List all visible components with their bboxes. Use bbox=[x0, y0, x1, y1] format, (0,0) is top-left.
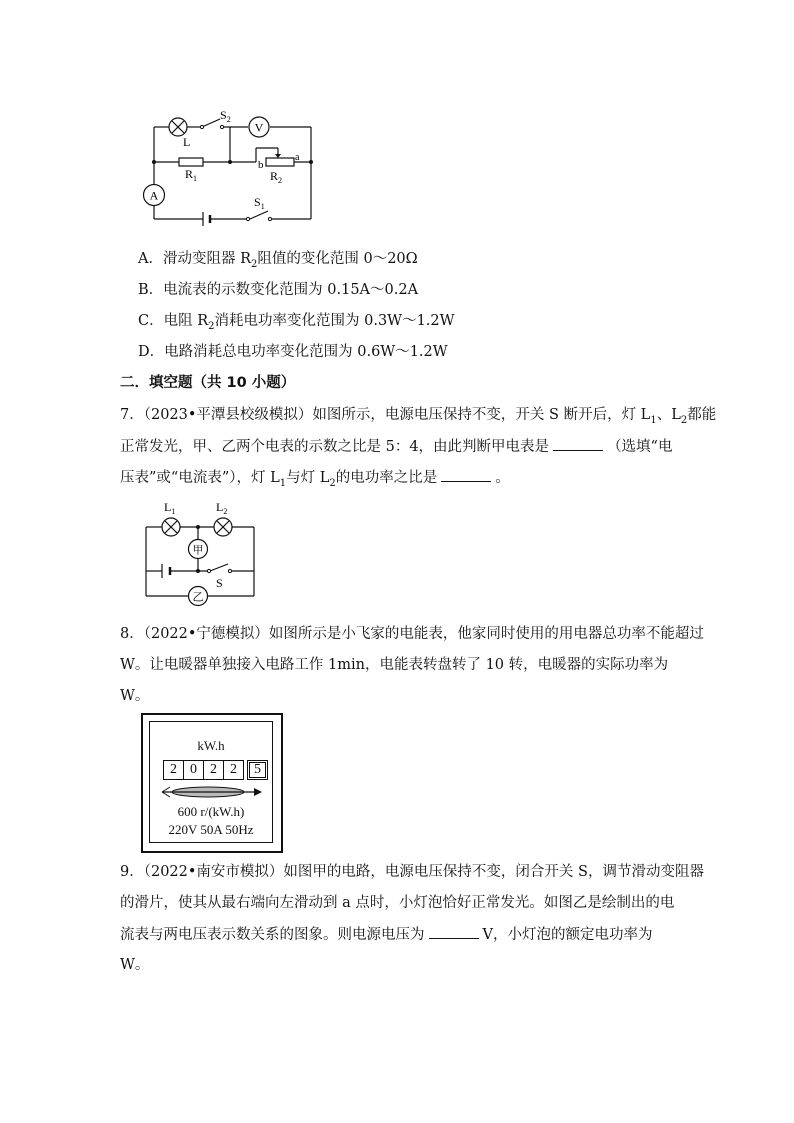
option-a: A．滑动变阻器 $R_2$阻值的变化范围 0～20Ω bbox=[138, 251, 418, 270]
lamp-l1-icon bbox=[162, 518, 180, 536]
answer-blank bbox=[429, 924, 479, 939]
meter-digits bbox=[164, 760, 268, 780]
meter-digit: 2 bbox=[203, 760, 224, 780]
q9-line-3: 流表与两电压表示数关系的图象。则电源电压为 V，小灯泡的额定电功率为 bbox=[120, 924, 652, 945]
svg-text:a: a bbox=[295, 152, 300, 163]
svg-text:S2: $S_2$ bbox=[220, 108, 231, 124]
svg-text:乙: 乙 bbox=[192, 591, 204, 604]
lamp-icon bbox=[169, 118, 187, 136]
option-b: B．电流表的示数变化范围为 0.15A～0.2A bbox=[138, 282, 419, 298]
meter-digit: 2 bbox=[223, 760, 244, 780]
q8-line-3: W。 bbox=[120, 688, 150, 704]
meter-rev: 600 r/(kW.h) bbox=[177, 804, 245, 819]
battery-icon bbox=[162, 564, 170, 578]
meter-digit-decimal: 5 bbox=[247, 760, 268, 780]
q8-line-1: 8．（2022•宁德模拟）如图所示是小飞家的电能表，他家同时使用的用电器总功率不能超过 bbox=[120, 626, 704, 642]
q7-line-1: 7．（2023•平潭县校级模拟）如图所示，电源电压保持不变，开关 S 断开后，灯 $L_1$、$L_2$都能 bbox=[120, 407, 717, 426]
battery-icon bbox=[203, 212, 210, 226]
section-title: 二．填空题（共 10 小题） bbox=[120, 375, 296, 391]
answer-blank bbox=[553, 436, 603, 451]
circuit-diagram-2 bbox=[140, 495, 260, 607]
meter-digit: 0 bbox=[183, 760, 204, 780]
meter-jia-icon bbox=[189, 540, 208, 559]
svg-text:L2: $L_2$ bbox=[216, 500, 228, 516]
meter-disc-icon bbox=[160, 784, 264, 800]
svg-text:L1: $L_1$ bbox=[164, 500, 176, 516]
svg-text:R1: $R_1$ bbox=[185, 167, 198, 183]
svg-text:S: S bbox=[216, 576, 223, 590]
answer-blank bbox=[441, 467, 491, 482]
q7-line-3: 压表”或“电流表”），灯 $L_1$与灯 $L_2$的电功率之比是 。 bbox=[120, 467, 510, 494]
svg-text:S1: $S_1$ bbox=[254, 195, 265, 211]
svg-text:V: V bbox=[254, 120, 264, 135]
q9-line-2: 的滑片，使其从最右端向左滑动到 a 点时，小灯泡恰好正常发光。如图乙是绘制出的电 bbox=[120, 895, 675, 911]
option-c: C．电阻 $R_2$消耗电功率变化范围为 0.3W～1.2W bbox=[138, 313, 455, 332]
voltmeter-icon bbox=[249, 117, 269, 137]
circuit-diagram-1 bbox=[130, 105, 330, 230]
meter-digit: 2 bbox=[163, 760, 184, 780]
electric-meter bbox=[141, 713, 283, 853]
svg-text:A: A bbox=[149, 188, 159, 203]
q9-line-4: W。 bbox=[120, 957, 150, 973]
q9-line-1: 9．（2022•南安市模拟）如图甲的电路，电源电压保持不变，闭合开关 S，调节滑动变阻器 bbox=[120, 864, 704, 880]
q7-line-2: 正常发光，甲、乙两个电表的示数之比是 5：4，由此判断甲电表是 （选填“电 bbox=[120, 436, 672, 457]
meter-rating: 220V 50A 50Hz bbox=[168, 822, 254, 837]
lamp-l2-icon bbox=[214, 518, 232, 536]
meter-unit: kW.h bbox=[197, 738, 225, 753]
meter-yi-icon bbox=[189, 587, 208, 606]
rheostat-r2 bbox=[266, 158, 294, 166]
svg-text:甲: 甲 bbox=[192, 544, 204, 557]
resistor-r1 bbox=[179, 158, 203, 166]
svg-text:b: b bbox=[258, 159, 264, 171]
ammeter-icon bbox=[144, 185, 165, 206]
q8-line-2: W。让电暖器单独接入电路工作 1min，电能表转盘转了 10 转，电暖器的实际功率为 bbox=[120, 657, 669, 673]
option-d: D．电路消耗总电功率变化范围为 0.6W～1.2W bbox=[138, 344, 448, 360]
svg-text:L: L bbox=[183, 135, 191, 149]
svg-text:R2: $R_2$ bbox=[270, 169, 283, 185]
